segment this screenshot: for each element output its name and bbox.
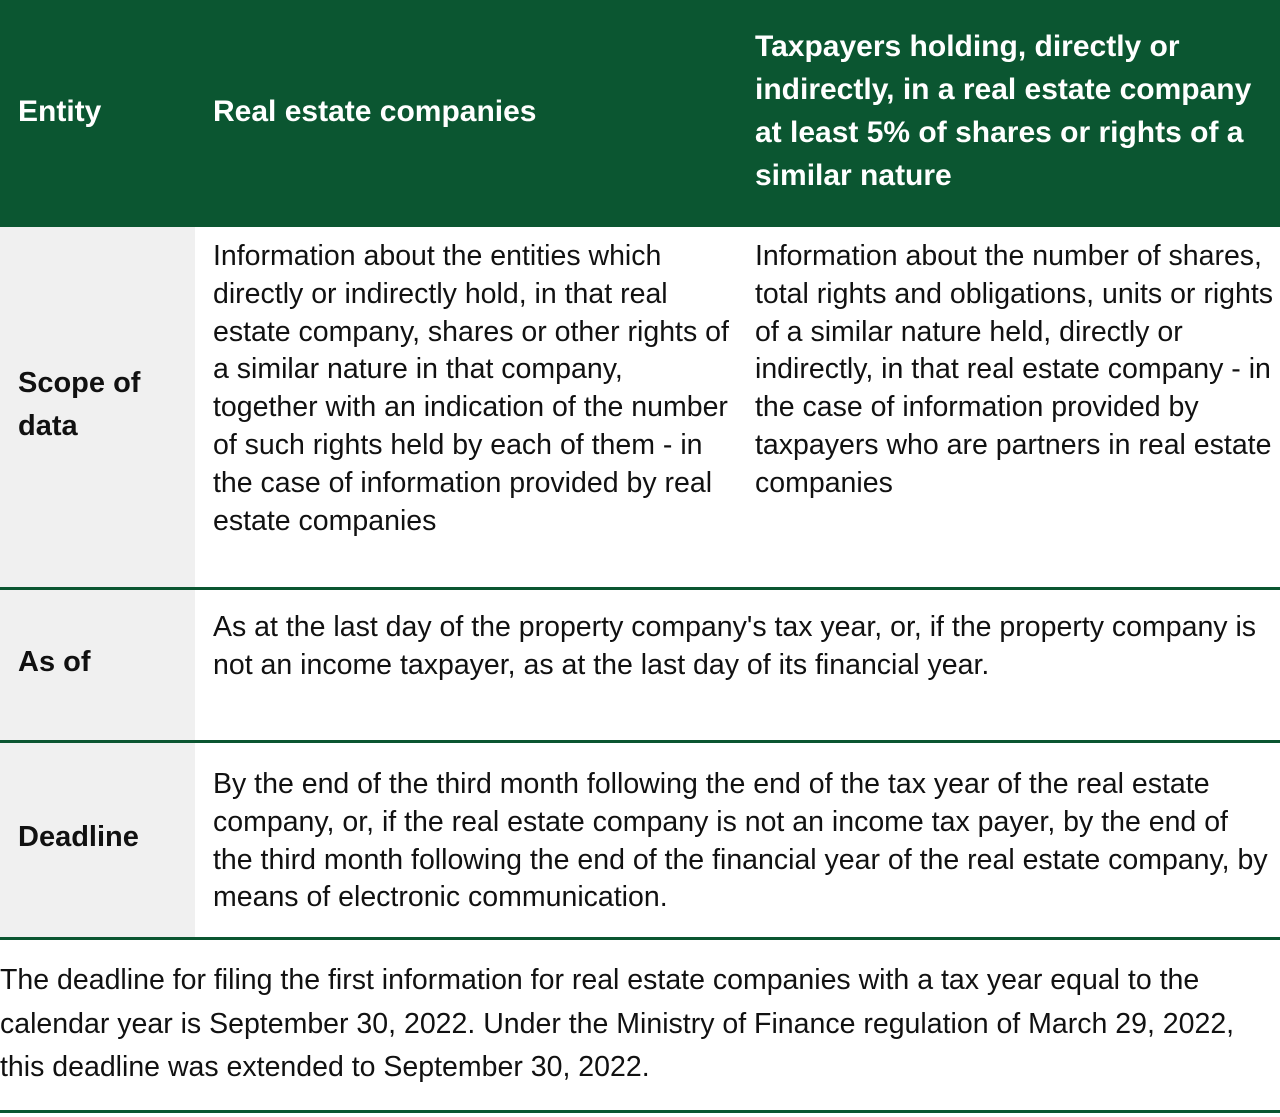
header-entity: Entity — [18, 95, 102, 128]
table-header — [0, 0, 1280, 227]
header-real-estate-companies: Real estate companies — [213, 95, 537, 128]
bottom-rule — [0, 1110, 1280, 1113]
row-label-scope-of-data: Scope of data — [18, 367, 141, 442]
scope-taxpayers-text: Information about the number of shares, total rights and obligations, units or rights of a similar nature held, directly or indirectly, in that real estate company - in the case of information provided by taxpayers who are partners in real estate companies — [755, 240, 1274, 499]
deadline-text: By the end of the third month following the end of the tax year of the real estate company, or, if the real estate company is not an income tax payer, by the end of the third month following the end of the financial year of the real estate company, by means of electronic communication. — [213, 768, 1268, 914]
row-divider — [0, 937, 1280, 940]
footnote-text: The deadline for filing the first information for real estate companies with a tax year equal to the calendar year is September 30, 2022. Under the Ministry of Finance regulation of March 29, 2022, this deadline was extended to September 30, 2022. — [0, 964, 1235, 1083]
row-label-deadline: Deadline — [18, 821, 139, 853]
as-of-text: As at the last day of the property company's tax year, or, if the property company is not an income taxpayer, as at the last day of its financial year. — [213, 611, 1257, 681]
scope-real-estate-companies-text: Information about the entities which directly or indirectly hold, in that real estate company, shares or other rights of a similar nature in that company, together with an indication of the number of such rights held by each of them - in the case of information provided by real estate companies — [213, 240, 729, 537]
header-taxpayers: Taxpayers holding, directly or indirectly, in a real estate company at least 5% of shares or rights of a similar nature — [755, 30, 1252, 192]
row-label-as-of: As of — [18, 646, 91, 678]
